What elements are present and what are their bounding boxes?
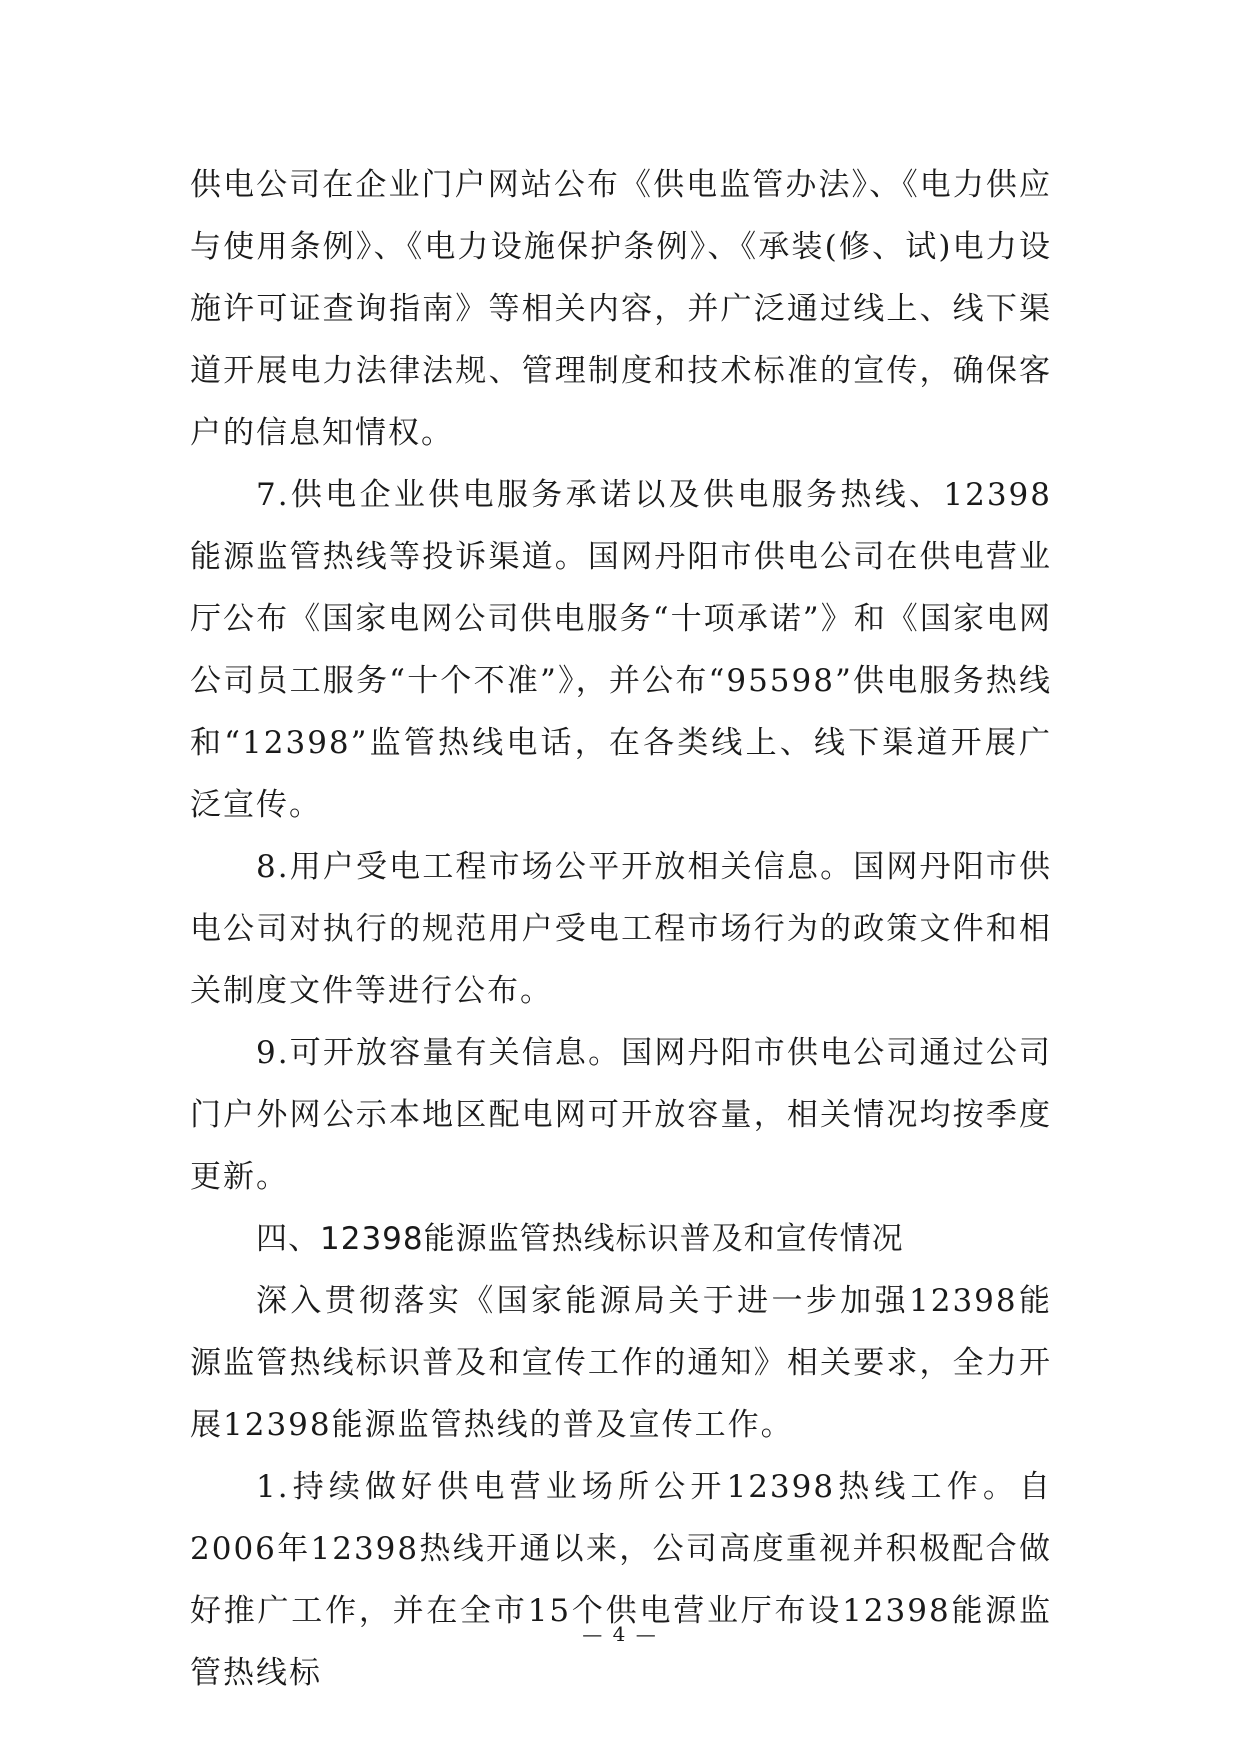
paragraph-item-1: 1.持续做好供电营业场所公开12398热线工作。自2006年12398热线开通以来，公司高度重视并积极配合做好推广工作，并在全市15个供电营业厅布设12398能源监管热线标 <box>190 1469 1052 1691</box>
section-heading-4: 四、12398能源监管热线标识普及和宣传情况 <box>256 1221 904 1257</box>
paragraph-item-7: 7.供电企业供电服务承诺以及供电服务热线、12398能源监管热线等投诉渠道。国网丹阳市供电公司在供电营业厅公布《国家电网公司供电服务“十项承诺”》和《国家电网公司员工服务“十个不准”》，并公布“95598”供电服务热线和“12398”监管热线电话，在各类线上、线下渠道开展广泛宣传。 <box>190 477 1052 823</box>
paragraph-continued: 供电公司在企业门户网站公布《供电监管办法》、《电力供应与使用条例》、《电力设施保护条例》、《承装(修、试)电力设施许可证查询指南》等相关内容，并广泛通过线上、线下渠道开展电力法律法规、管理制度和技术标准的宣传，确保客户的信息知情权。 <box>190 167 1052 451</box>
paragraph-item-9: 9.可开放容量有关信息。国网丹阳市供电公司通过公司门户外网公示本地区配电网可开放容量，相关情况均按季度更新。 <box>190 1035 1052 1195</box>
section-intro-paragraph: 深入贯彻落实《国家能源局关于进一步加强12398能源监管热线标识普及和宣传工作的通知》相关要求，全力开展12398能源监管热线的普及宣传工作。 <box>190 1283 1052 1443</box>
page-number: — 4 — <box>582 1622 658 1646</box>
body-text <box>190 154 1052 1704</box>
paragraph-item-8: 8.用户受电工程市场公平开放相关信息。国网丹阳市供电公司对执行的规范用户受电工程市场行为的政策文件和相关制度文件等进行公布。 <box>190 849 1052 1009</box>
